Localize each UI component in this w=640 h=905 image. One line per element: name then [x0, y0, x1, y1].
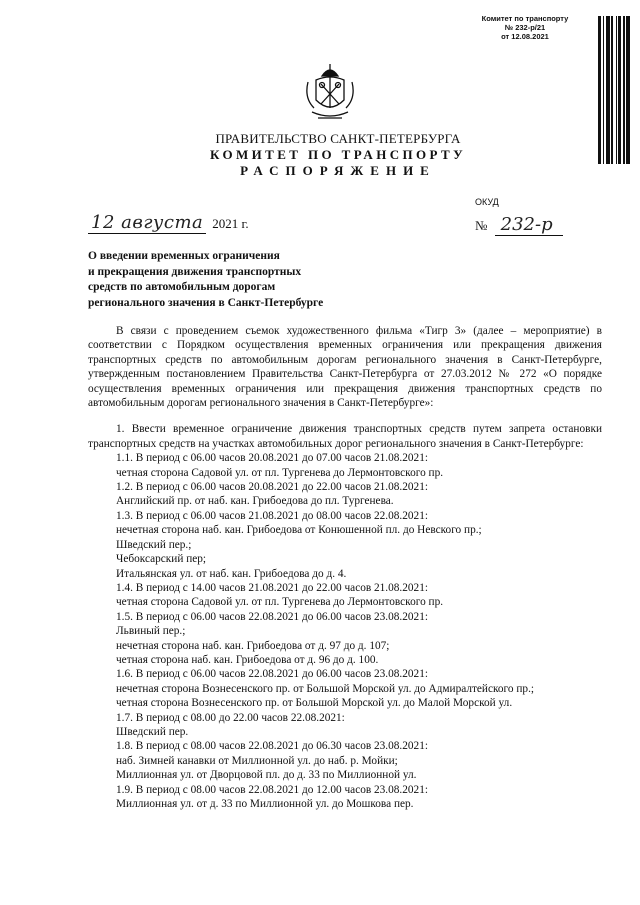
list-item: Шведский пер.; [116, 538, 192, 551]
list-item: 1.5. В период с 06.00 часов 22.08.2021 до 06.00 часов 23.08.2021: [116, 610, 428, 623]
stamp-line-2: № 232-р/21 [504, 23, 546, 32]
subitems-list [88, 451, 602, 811]
list-item: Миллионная ул. от д. 33 по Миллионной ул. до Мошкова пер. [116, 798, 414, 810]
registration-stamp [466, 14, 584, 41]
list-item: Шведский пер. [116, 725, 189, 738]
stamp-line-3: от 12.08.2021 [501, 32, 549, 41]
list-item: четная сторона Вознесенского пр. от Большой Морской ул. до Малой Морской ул. [116, 697, 513, 710]
list-item: Английский пр. от наб. кан. Грибоедова до пл. Тургенева. [116, 495, 394, 508]
list-item: четная сторона Садовой ул. от пл. Тургенева до Лермонтовского пр. [116, 596, 444, 609]
list-item: 1.1. В период с 06.00 часов 20.08.2021 до 07.00 часов 21.08.2021: [116, 452, 428, 465]
list-item: 1.6. В период с 06.00 часов 22.08.2021 до 06.00 часов 23.08.2021: [116, 668, 428, 681]
list-item: 1.4. В период с 14.00 часов 21.08.2021 до 22.00 часов 21.08.2021: [116, 581, 428, 594]
list-item: 1.2. В период с 06.00 часов 20.08.2021 до 22.00 часов 21.08.2021: [116, 481, 428, 494]
government-name: ПРАВИТЕЛЬСТВО САНКТ-ПЕТЕРБУРГА [215, 131, 461, 146]
list-item: нечетная сторона Вознесенского пр. от Большой Морской ул. до Адмиралтейского пр.; [116, 682, 535, 695]
okud-label: ОКУД [475, 197, 499, 207]
item-1-paragraph: 1. Ввести временное ограничение движения транспортных средств путем запрета остановки транспортных средств на участках автомобильных дорог регионального значения в Санкт-Петербурге: [88, 423, 602, 450]
intro-paragraph: В связи с проведением съемок художественного фильма «Тигр 3» (далее – мероприятие) в соответствии с Порядком осуществления временных ограничения или прекращения движения транспортных средств по автомобильным дорогам регионального значения в Санкт-Петербурге, утвержденным постановлением Правительства Санкт-Петербурга от 27.03.2012 № 272 «О порядке осуществления временных ограничения или прекращения движения транспортных средств по автомобильным дорогам регионального значения в Санкт-Петербурге»: [88, 325, 602, 410]
list-item: 1.9. В период с 08.00 часов 22.08.2021 до 12.00 часов 23.08.2021: [116, 783, 428, 796]
coat-of-arms-icon [304, 62, 356, 124]
stamp-line-1: Комитет по транспорту [481, 14, 569, 23]
document-body [88, 324, 602, 811]
list-item: нечетная сторона наб. кан. Грибоедова от Конюшенной пл. до Невского пр.; [116, 524, 482, 537]
list-item: 1.8. В период с 08.00 часов 22.08.2021 до 06.30 часов 23.08.2021: [116, 740, 428, 753]
list-item: наб. Зимней канавки от Миллионной ул. до наб. р. Мойки; [116, 754, 398, 767]
committee-name: КОМИТЕТ ПО ТРАНСПОРТУ [209, 147, 467, 162]
document-date [88, 212, 249, 233]
title-line: и прекращения движения транспортных [88, 265, 302, 278]
handwritten-date: 12 августа [88, 212, 206, 234]
list-item: Чебоксарский пер; [116, 553, 207, 566]
handwritten-number: 232-р [495, 214, 563, 236]
document-number [475, 214, 563, 235]
title-line: О введении временных ограничения [88, 250, 280, 262]
list-item: четная сторона Садовой ул. от пл. Тургенева до Лермонтовского пр. [116, 466, 444, 479]
title-line: регионального значения в Санкт-Петербурге [88, 296, 324, 309]
list-item: нечетная сторона наб. кан. Грибоедова от д. 97 до д. 107; [116, 639, 390, 652]
list-item: Миллионная ул. от Дворцовой пл. до д. 33 по Миллионной ул. [116, 769, 417, 782]
document-title [88, 249, 388, 311]
document-type: РАСПОРЯЖЕНИЕ [240, 163, 436, 178]
list-item: Львиный пер.; [116, 625, 186, 638]
title-line: средств по автомобильным дорогам [88, 281, 276, 293]
list-item: Итальянская ул. от наб. кан. Грибоедова до д. 4. [116, 567, 347, 580]
date-year: 2021 г. [212, 216, 249, 231]
list-item: 1.7. В период с 08.00 до 22.00 часов 22.08.2021: [116, 711, 345, 724]
list-item: четная сторона наб. кан. Грибоедова от д. 96 до д. 100. [116, 653, 379, 666]
list-item: 1.3. В период с 06.00 часов 21.08.2021 до 08.00 часов 22.08.2021: [116, 509, 428, 522]
number-prefix: № [475, 218, 488, 233]
